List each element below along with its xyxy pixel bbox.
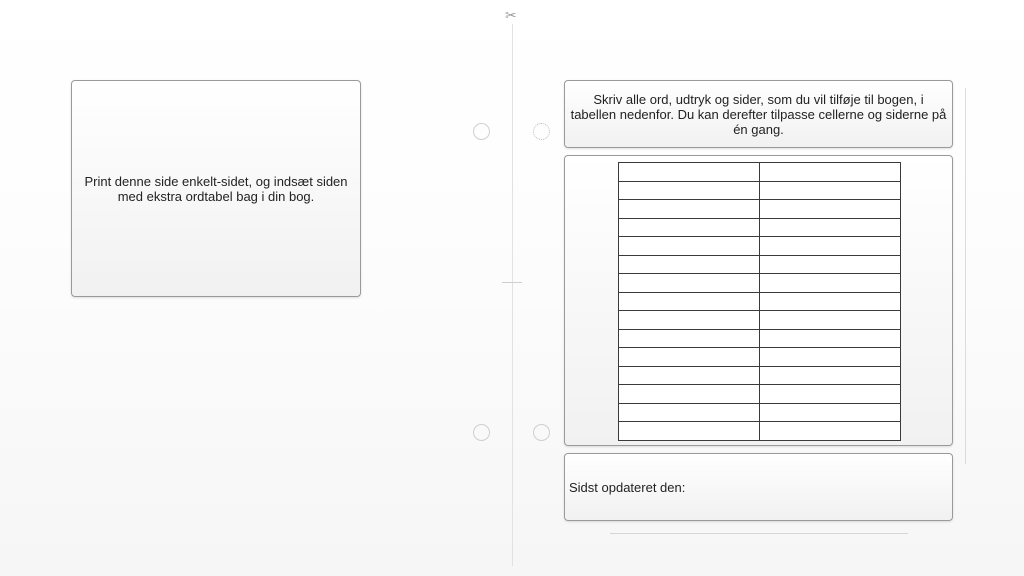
table-cell[interactable] [760, 218, 901, 237]
table-row [619, 200, 901, 219]
table-row [619, 385, 901, 404]
table-cell[interactable] [760, 311, 901, 330]
table-cell[interactable] [619, 218, 760, 237]
fold-center-mark [502, 282, 522, 283]
table-row [619, 422, 901, 441]
table-cell[interactable] [760, 200, 901, 219]
table-instruction-text: Skriv alle ord, udtryk og sider, som du vil tilføje til bogen, i tabellen nedenfor. Du kan derefter tilpasse cellerne og siderne på én gang. [570, 91, 947, 137]
table-instruction-box [564, 80, 953, 148]
punch-hole-icon [473, 424, 490, 441]
table-cell[interactable] [760, 348, 901, 367]
print-instruction-text: Print denne side enkelt-sidet, og indsæt siden med ekstra ordtabel bag i din bog. [84, 173, 348, 204]
table-cell[interactable] [619, 329, 760, 348]
table-cell[interactable] [619, 237, 760, 256]
table-cell[interactable] [760, 366, 901, 385]
table-cell[interactable] [760, 403, 901, 422]
table-cell[interactable] [760, 255, 901, 274]
table-cell[interactable] [619, 403, 760, 422]
table-cell[interactable] [760, 274, 901, 293]
table-cell[interactable] [619, 311, 760, 330]
table-row [619, 329, 901, 348]
table-cell[interactable] [760, 422, 901, 441]
print-instruction-box [71, 80, 361, 297]
table-cell[interactable] [619, 200, 760, 219]
table-row [619, 255, 901, 274]
table-cell[interactable] [760, 329, 901, 348]
table-cell[interactable] [619, 292, 760, 311]
table-row [619, 292, 901, 311]
table-cell[interactable] [619, 348, 760, 367]
punch-hole-icon [533, 123, 550, 140]
table-cell[interactable] [619, 181, 760, 200]
last-updated-box [564, 453, 953, 521]
table-row [619, 311, 901, 330]
word-table-body [619, 163, 901, 441]
table-cell[interactable] [619, 255, 760, 274]
table-cell[interactable] [760, 163, 901, 182]
table-row [619, 366, 901, 385]
table-row [619, 403, 901, 422]
fold-line [512, 24, 513, 566]
table-row [619, 163, 901, 182]
punch-hole-icon [533, 424, 550, 441]
table-row [619, 348, 901, 367]
table-cell[interactable] [619, 274, 760, 293]
table-cell[interactable] [760, 181, 901, 200]
table-cell[interactable] [619, 385, 760, 404]
table-cell[interactable] [760, 237, 901, 256]
table-cell[interactable] [619, 422, 760, 441]
table-cell[interactable] [619, 366, 760, 385]
bottom-rule [610, 533, 908, 534]
table-cell[interactable] [760, 292, 901, 311]
word-table-panel [564, 155, 953, 446]
table-cell[interactable] [760, 385, 901, 404]
margin-rule [965, 88, 966, 464]
table-row [619, 237, 901, 256]
punch-hole-icon [473, 123, 490, 140]
table-row [619, 181, 901, 200]
last-updated-label: Sidst opdateret den: [569, 479, 686, 495]
table-cell[interactable] [619, 163, 760, 182]
word-table [618, 162, 901, 441]
table-row [619, 274, 901, 293]
scissors-icon: ✂ [505, 8, 517, 24]
table-row [619, 218, 901, 237]
